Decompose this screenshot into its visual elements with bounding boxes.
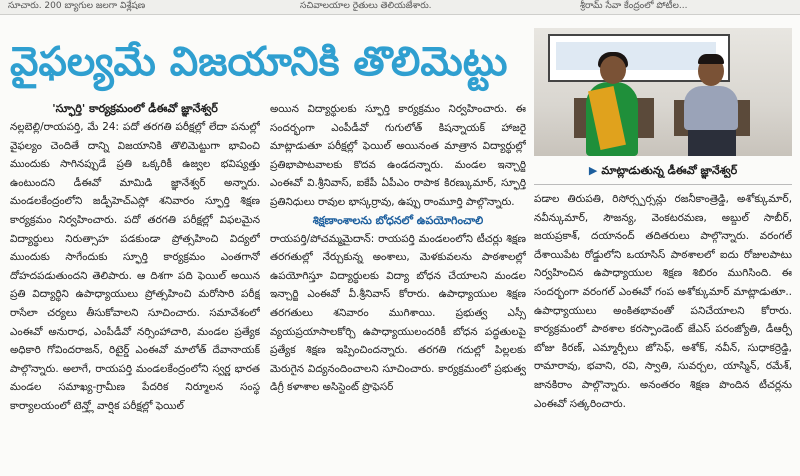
article-headline: వైఫల్యమే విజయానికి తొలిమెట్టు — [10, 39, 508, 85]
article-column-1 — [10, 100, 260, 472]
article-body-col3: పడాల తిరుపతి, రిసోర్స్పర్సన్లు రజనీకాంత్రెడ్డి, అశోక్కుమార్, నవీన్కుమార్, సౌజన్య, వెంకటరమణ, అబ్దుల్ సాబీర్, జయప్రకాశ్, దయానంద్ తదితరులు పాల్గొన్నారు. వరంగల్ దేశాయిపేట రోడ్డులోని ఒయాసిస్ పాఠశాలలో ఐదు రోజులపాటు నిర్వహించిన ఉపాధ్యాయుల శిక్షణ శిబిరం ముగిసింది. ఈ సందర్భంగా వరంగల్ ఎంఈవో గంప అశోక్కుమార్ మాట్లాడుతూ.. ఉపాధ్యాయులు అంకితభావంతో పనిచేయాలని కోరారు. కార్యక్రమంలో పాఠశాల కరస్పాండెంట్ జేఎస్ పరంజ్యోతి, డీఆర్పీ బోజు కిరణ్, ఎమ్మార్పీలు జోసెఫ్, అశోక్, నవీన్, సుధాకర్రెడ్డి, రామారావు, భవాని, రవి, స్వాతి, సువర్చల, యాస్మిన్, రమేశ్, జానకిరాం పాల్గొన్నారు. అనంతరం శిక్షణ పొందిన టీచర్లను ఎంఈవో సత్కరించారు. — [534, 193, 792, 410]
top-strip — [0, 0, 800, 15]
top-strip-left-text: సూచారు. 200 బ్యాగుల జలగా విశ్లేషణ — [8, 1, 146, 11]
article-photo — [534, 28, 792, 156]
article-column-2 — [270, 100, 526, 472]
caption-triangle-icon: ▶ — [588, 164, 598, 177]
photo-caption-text: మాట్లాడుతున్న డీఈవో జ్ఞానేశ్వర్ — [601, 164, 738, 177]
man-hair — [698, 54, 724, 64]
woman-head — [600, 56, 626, 84]
article-subheading: 'స్ఫూర్తి' కార్యక్రమంలో డీఈవో జ్ఞానేశ్వర్ — [52, 102, 218, 115]
top-strip-right-text: శ్రీరామ్ సేవా కేంద్రంలో పోటీల... — [580, 1, 688, 11]
top-strip-middle-text: సచివాలయాల రైతులు తెలియజేశారు. — [300, 1, 432, 11]
article-body-col2: అయిన విద్యార్థులకు స్ఫూర్తి కార్యక్రమం నిర్వహించారు. ఈ సందర్భంగా ఎంపీడీవో గుగులోత్ కిషన్నాయక్ హాజరై మాట్లాడుతూ పరీక్షల్లో ఫెయిల్ అయినంత మాత్రాన విద్యార్థుల్లో ప్రతిభాపాటవాలకు కొదవ ఉండదన్నారు. మండల ఇన్చార్జి ఎంఈవో వి.శ్రీనివాస్, ఐకేపీ ఏపీఎం రాపాక కిరణ్కుమార్, స్ఫూర్తి ప్రతినిధులు రావుల భాస్కర్రావు, ఉప్పు రాంమూర్తి పాల్గొన్నారు. — [270, 103, 526, 208]
article-column-3 — [534, 190, 792, 472]
article-body-col2b: రాయపర్తి/పోచమ్మమైదాన్: రాయపర్తి మండలంలోని టీచర్లు శిక్షణ తరగతుల్లో నేర్చుకున్న అంశాలు, మెళకువలను పాఠశాలల్లో ఉపయోగిస్తూ విద్యార్థులకు విద్యా బోధన చేయాలని మండల ఇన్చార్జి ఎంఈవో వీ.శ్రీనివాస్ కోరారు. ఉపాధ్యాయుల శిక్షణ తరగతులు శనివారం ముగిశాయి. ప్రభుత్వ ఎస్సీ వ్యయప్రయాసాలకోర్చి ఉపాధ్యాయులందరికీ బోధన పద్ధతులపై ప్రత్యేక శిక్షణ ఇప్పించిందన్నారు. తరగతి గదుల్లో పిల్లలకు మెరుగైన విద్యనందించాలని సూచించారు. కార్యక్రమంలో ప్రభుత్వ డిగ్రీ కళాశాల అసిస్టెంట్ ప్రొఫెసర్ — [270, 232, 526, 394]
article-body-col1: నల్లబెల్లి/రాయపర్తి, మే 24: పదో తరగతి పరీక్షల్లో లేదా పనుల్లో వైఫల్యం చెందితే దాన్ని విజయానికి తొలిమెట్టుగా భావించి ముందుకు సాగినప్పుడే ప్రతి ఒక్కరికీ ఉజ్వల భవిష్యత్తు ఉంటుందని డీఈవో మామిడి జ్ఞానేశ్వర్ అన్నారు. మండలకేంద్రంలోని జడ్పీహెచ్ఎస్లో శనివారం స్ఫూర్తి శిక్షణ కార్యక్రమం నిర్వహించారు. పదో తరగతి పరీక్షల్లో విఫలమైన విద్యార్థులు నిరుత్సాహ పడకుండా ప్రోత్సహించి విద్యలో ముందుకు సాగేందుకు స్ఫూర్తి కార్యక్రమం ఎంతగానో దోహదపడుతుందని తెలిపారు. ఆ దిశగా పది ఫెయిల్ అయిన ప్రతి విద్యార్థిని ఉపాధ్యాయులు ప్రోత్సహించి మరోసారి పరీక్ష రాసేలా చర్యలు తీసుకోవాలని సూచించారు. సమావేశంలో ఎంఈవో అనురాధ, ఎంపీడీవో నర్సింహాచారి, మండల ప్రత్యేక అధికారి గోవిందరాజన్, రిటైర్డ్ ఎంఈవో మాలోత్ దేవానాయక్ పాల్గొన్నారు. అలాగే, రాయపర్తి మండలకేంద్రంలోని స్వర్ణ భారత మండల సమాఖ్య-గ్రామీణ పేదరిక నిర్మూలన సంస్థ కార్యాలయంలో టెన్త్లో వార్షిక పరీక్షల్లో ఫెయిల్ — [10, 121, 260, 412]
man-figure — [684, 86, 738, 130]
photo-caption — [534, 158, 792, 185]
man-legs — [688, 128, 736, 156]
section2-heading: శిక్షణాంశాలను బోధనలో ఉపయోగించాలి — [312, 213, 484, 227]
